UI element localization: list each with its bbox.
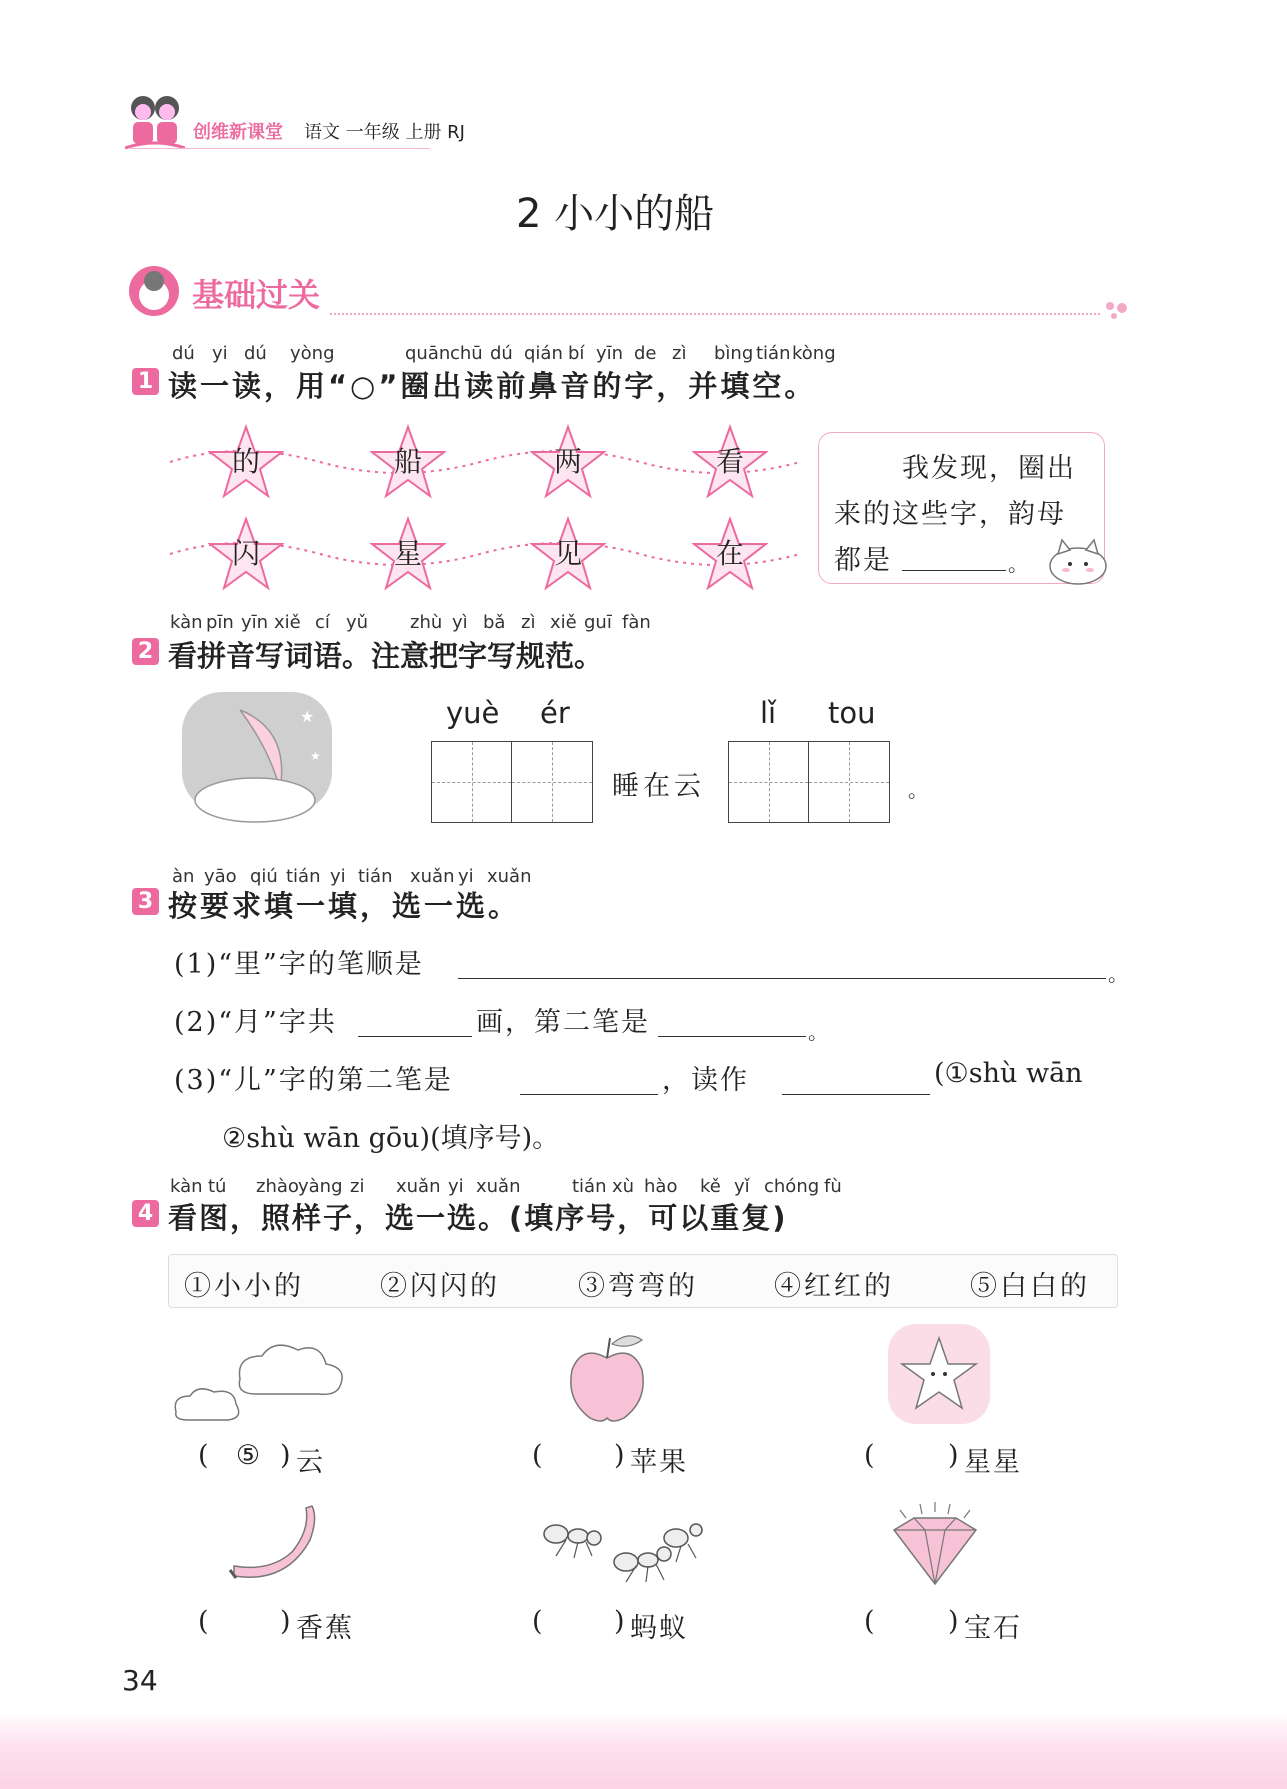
q4-item-label: 香蕉 [296, 1613, 354, 1644]
q4-item-label: 苹果 [630, 1447, 688, 1478]
q1-star-item[interactable] [208, 424, 284, 504]
q2-pinyin-1a: yuè [446, 696, 500, 730]
q4-pinyin: kàn tú zhào yàng zi xuǎn yi xuǎn tián xù hào kě yǐ chóng fù [170, 1176, 842, 1197]
q4-item-open: ( [198, 1606, 209, 1637]
q4-instruction: 看图，照样子，选一选。(填序号，可以重复) [168, 1201, 788, 1235]
page-number: 34 [122, 1664, 158, 1697]
q2-sentence-end: 。 [908, 778, 928, 802]
q4-item-close: ) [614, 1440, 625, 1471]
q4-item-label: 蚂蚁 [630, 1613, 688, 1644]
q2-sentence-middle: 睡在云 [612, 771, 705, 802]
q1-answer-blank[interactable] [902, 570, 1006, 571]
ants-picture [526, 1510, 706, 1594]
q1-char: 在 [715, 537, 744, 570]
q1-char: 星 [393, 537, 422, 570]
q4-answer-slot[interactable]: ⑤ [235, 1440, 261, 1471]
cloud-picture [170, 1334, 350, 1428]
q2-pinyin-2a: lǐ [760, 696, 777, 730]
q3-line3a: (3)“儿”字的第二笔是 [174, 1065, 453, 1096]
q4-option: ⑤白白的 [970, 1271, 1090, 1302]
q4-number: 4 [132, 1200, 159, 1227]
q1-char: 两 [553, 445, 582, 478]
q4-item-open: ( [864, 1440, 875, 1471]
q3-number: 3 [132, 888, 159, 915]
q3-line3b: ，读作 [662, 1065, 749, 1096]
header-rule [130, 148, 430, 149]
q1-char: 闪 [231, 537, 260, 570]
q3-answer-blank-1[interactable] [458, 978, 1106, 979]
banana-picture [226, 1500, 326, 1592]
q1-note-line3: 都是 [834, 545, 892, 576]
page-title: 2 小小的船 [516, 191, 715, 237]
header-logo [125, 90, 185, 152]
q2-writing-grid-2[interactable] [728, 741, 890, 823]
q1-star-item[interactable] [208, 516, 284, 596]
q4-item-label: 宝石 [964, 1613, 1022, 1644]
q3-line4: ②shù wān gōu)(填序号)。 [222, 1123, 560, 1154]
section-divider [330, 313, 1100, 315]
q4-item-open: ( [198, 1440, 209, 1471]
q4-item-open: ( [864, 1606, 875, 1637]
q3-line2-end: 。 [808, 1020, 828, 1044]
q4-item-open: ( [532, 1440, 543, 1471]
section-dots-decor [1104, 300, 1136, 324]
q1-char: 船 [393, 445, 422, 478]
q3-line2b: 画，第二笔是 [476, 1007, 650, 1038]
q1-char: 的 [231, 445, 260, 478]
q4-option: ④红红的 [774, 1271, 894, 1302]
q1-pinyin: dú yi dú yòng quān chū dú qián bí yīn de zì bìng tián kòng [172, 343, 836, 364]
q1-star-item[interactable] [530, 424, 606, 504]
q4-item-close: ) [948, 1440, 959, 1471]
q1-star-item[interactable] [370, 424, 446, 504]
q4-option: ①小小的 [184, 1271, 304, 1302]
q3-answer-blank-4[interactable] [520, 1094, 658, 1095]
q3-line1: (1)“里”字的笔顺是 [174, 949, 424, 980]
brand-name: 创维新课堂 [193, 122, 283, 143]
svg-text:★: ★ [310, 749, 321, 763]
cat-icon [1046, 532, 1110, 590]
apple-picture [562, 1330, 652, 1430]
footer-band [0, 1712, 1287, 1789]
q1-char: 见 [553, 537, 582, 570]
q1-star-item[interactable] [692, 516, 768, 596]
q3-instruction: 按要求填一填，选一选。 [168, 889, 521, 923]
book-info: 语文 一年级 上册 RJ [304, 122, 465, 143]
q4-item-close: ) [948, 1606, 959, 1637]
q1-star-item[interactable] [692, 424, 768, 504]
q3-line2a: (2)“月”字共 [174, 1007, 337, 1038]
q4-option: ②闪闪的 [380, 1271, 500, 1302]
q2-writing-grid-1[interactable] [431, 741, 593, 823]
q4-option: ③弯弯的 [578, 1271, 698, 1302]
q2-pinyin-2b: tou [828, 696, 876, 730]
q4-item-close: ) [280, 1606, 291, 1637]
q1-char: 看 [715, 445, 744, 478]
q1-note-line2: 来的这些字，韵母 [834, 499, 1066, 530]
section-icon [128, 265, 180, 317]
q3-pinyin: àn yāo qiú tián yi tián xuǎn yi xuǎn [172, 866, 532, 887]
q1-star-item[interactable] [370, 516, 446, 596]
q3-answer-blank-3[interactable] [658, 1036, 806, 1037]
q1-note-end: 。 [1008, 552, 1028, 576]
q4-item-open: ( [532, 1606, 543, 1637]
q1-number: 1 [132, 368, 159, 395]
q2-pinyin-1b: ér [540, 696, 570, 730]
q1-instruction: 读一读，用“○”圈出读前鼻音的字，并填空。 [168, 369, 817, 403]
q3-line3c: (①shù wān [934, 1058, 1083, 1089]
svg-text:★: ★ [300, 707, 315, 726]
q3-answer-blank-2[interactable] [358, 1036, 472, 1037]
q1-star-item[interactable] [530, 516, 606, 596]
moon-cloud-illustration [180, 690, 340, 834]
star-picture [886, 1322, 992, 1430]
q3-answer-blank-5[interactable] [782, 1094, 930, 1095]
q3-line1-end: 。 [1108, 962, 1128, 986]
q1-note-line1: 我发现，圈出 [902, 453, 1076, 484]
q2-number: 2 [132, 638, 159, 665]
q4-item-close: ) [280, 1440, 291, 1471]
q4-item-label: 云 [296, 1447, 323, 1478]
gem-picture [880, 1500, 990, 1594]
section-title: 基础过关 [192, 276, 321, 314]
q2-pinyin: kàn pīn yīn xiě cí yǔ zhù yì bǎ zì xiě guī fàn [170, 612, 651, 633]
q2-instruction: 看拼音写词语。注意把字写规范。 [168, 639, 604, 673]
q4-item-label: 星星 [964, 1447, 1022, 1478]
q4-item-close: ) [614, 1606, 625, 1637]
